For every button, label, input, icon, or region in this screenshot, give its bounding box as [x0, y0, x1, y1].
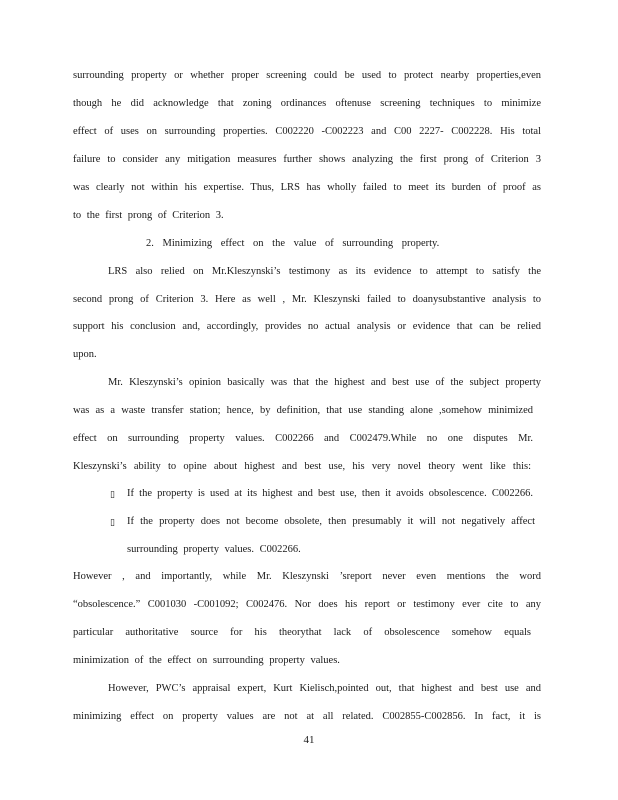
paragraph-line: Mr. Kleszynski’s opinion basically was that the highest and best use of the subject property [108, 377, 541, 388]
paragraph-line: effect on surrounding property values. C002266 and C002479.While no one disputes Mr. [73, 433, 533, 444]
paragraph-line: support his conclusion and, accordingly, provides no actual analysis or evidence that can be relied [73, 321, 541, 332]
bullet-item: If the property does not become obsolete, then presumably it will not negatively affect [127, 516, 535, 527]
paragraph-line: though he did acknowledge that zoning ordinances oftenuse screening techniques to minimize [73, 98, 541, 109]
paragraph-line: second prong of Criterion 3. Here as well , Mr. Kleszynski failed to doanysubstantive analysis to [73, 294, 541, 305]
paragraph-line: effect of uses on surrounding properties. C002220 -C002223 and C00 2227- C002228. His total [73, 126, 541, 137]
paragraph-line: failure to consider any mitigation measures further shows analyzing the first prong of Criterion 3 [73, 154, 541, 165]
section-heading: 2. Minimizing effect on the value of surrounding property. [146, 238, 440, 249]
bullet-icon: ▯ [110, 489, 115, 499]
paragraph-line: minimization of the effect on surrounding property values. [73, 655, 340, 666]
paragraph-line: was clearly not within his expertise. Thus, LRS has wholly failed to meet its burden of proof as [73, 182, 541, 193]
paragraph-line: particular authoritative source for his theorythat lack of obsolescence somehow equals [73, 627, 531, 638]
paragraph-line: However, PWC’s appraisal expert, Kurt Kielisch,pointed out, that highest and best use and [108, 683, 541, 694]
bullet-item: If the property is used at its highest and best use, then it avoids obsolescence. C002266. [127, 488, 533, 499]
paragraph-line: Kleszynski’s ability to opine about highest and best use, his very novel theory went like this: [73, 461, 531, 472]
paragraph-line: LRS also relied on Mr.Kleszynski’s testimony as its evidence to attempt to satisfy the [108, 266, 541, 277]
paragraph-line: “obsolescence.” C001030 -C001092; C002476. Nor does his report or testimony ever cite to any [73, 599, 541, 610]
paragraph-line: was as a waste transfer station; hence, by definition, that use standing alone ,somehow minimized [73, 405, 533, 416]
paragraph-line: to the first prong of Criterion 3. [73, 210, 224, 221]
bullet-item: surrounding property values. C002266. [127, 544, 301, 555]
paragraph-line: However , and importantly, while Mr. Kleszynski ’sreport never even mentions the word [73, 571, 541, 582]
paragraph-line: upon. [73, 349, 97, 360]
bullet-icon: ▯ [110, 517, 115, 527]
paragraph-line: surrounding property or whether proper screening could be used to protect nearby properties,even [73, 70, 541, 81]
paragraph-line: minimizing effect on property values are not at all related. C002855-C002856. In fact, it is [73, 711, 541, 722]
page-number: 41 [303, 734, 315, 746]
